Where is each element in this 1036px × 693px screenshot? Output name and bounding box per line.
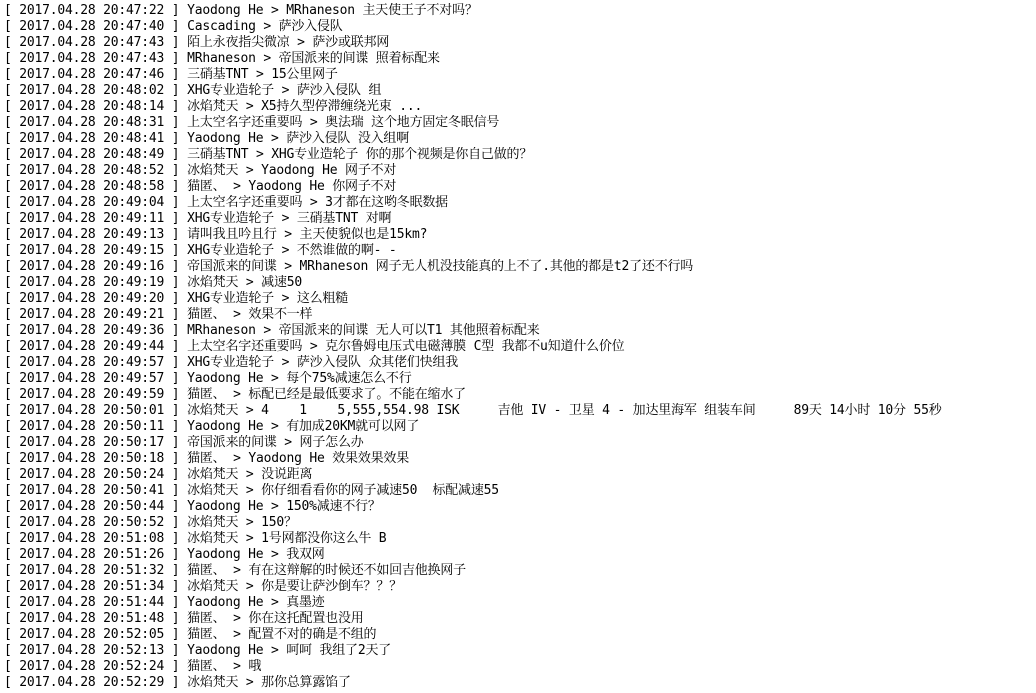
- log-line: [4, 627, 1034, 643]
- timestamp: [ 2017.04.28 20:51:26 ]: [4, 547, 180, 562]
- timestamp: [ 2017.04.28 20:51:34 ]: [4, 579, 180, 594]
- log-line: [4, 163, 1034, 179]
- log-line: [4, 307, 1034, 323]
- message-text: 猫匿、 > 效果不一样: [187, 307, 313, 322]
- log-line: [4, 643, 1034, 659]
- log-line: [4, 547, 1034, 563]
- message-text: 上太空名字还重要吗 > 3才都在这哟冬眠数据: [187, 195, 448, 210]
- message-text: Yaodong He > 每个75%减速怎么不行: [187, 371, 412, 386]
- message-text: Yaodong He > 我双网: [187, 547, 325, 562]
- log-line: [4, 563, 1034, 579]
- message-text: 冰焰梵天 > 那你总算露馅了: [187, 675, 351, 690]
- message-text: 冰焰梵天 > 1号网都没你这么牛 B: [187, 531, 387, 546]
- timestamp: [ 2017.04.28 20:50:44 ]: [4, 499, 180, 514]
- message-text: MRhaneson > 帝国派来的间谍 照着标配来: [187, 51, 440, 66]
- message-text: 猫匿、 > 标配已经是最低要求了。不能在缩水了: [187, 387, 466, 402]
- message-text: 猫匿、 > 哦: [187, 659, 262, 674]
- log-line: [4, 467, 1034, 483]
- timestamp: [ 2017.04.28 20:49:15 ]: [4, 243, 180, 258]
- message-text: 冰焰梵天 > 150？: [187, 515, 297, 530]
- timestamp: [ 2017.04.28 20:51:32 ]: [4, 563, 180, 578]
- log-line: [4, 595, 1034, 611]
- message-text: 陌上永夜指尖微凉 > 萨沙或联邦网: [187, 35, 390, 50]
- timestamp: [ 2017.04.28 20:49:16 ]: [4, 259, 180, 274]
- log-line: [4, 371, 1034, 387]
- message-text: XHG专业造轮子 > 萨沙入侵队 组: [187, 83, 382, 98]
- message-text: MRhaneson > 帝国派来的间谍 无人可以T1 其他照着标配来: [187, 323, 540, 338]
- message-text: Yaodong He > 150%减速不行？: [187, 499, 381, 514]
- timestamp: [ 2017.04.28 20:49:20 ]: [4, 291, 180, 306]
- log-line: [4, 387, 1034, 403]
- log-line: [4, 83, 1034, 99]
- message-text: 上太空名字还重要吗 > 奥法瑞 这个地方固定冬眠信号: [187, 115, 500, 130]
- log-line: [4, 435, 1034, 451]
- message-text: XHG专业造轮子 > 这么粗糙: [187, 291, 349, 306]
- timestamp: [ 2017.04.28 20:49:11 ]: [4, 211, 180, 226]
- timestamp: [ 2017.04.28 20:49:19 ]: [4, 275, 180, 290]
- timestamp: [ 2017.04.28 20:49:36 ]: [4, 323, 180, 338]
- message-text: Yaodong He > 萨沙入侵队 没入组啊: [187, 131, 410, 146]
- timestamp: [ 2017.04.28 20:49:44 ]: [4, 339, 180, 354]
- message-text: 帝国派来的间谍 > 网子怎么办: [187, 435, 364, 450]
- log-line: [4, 531, 1034, 547]
- log-line: [4, 419, 1034, 435]
- log-line: [4, 131, 1034, 147]
- timestamp: [ 2017.04.28 20:47:43 ]: [4, 51, 180, 66]
- log-line: [4, 323, 1034, 339]
- timestamp: [ 2017.04.28 20:50:01 ]: [4, 403, 180, 418]
- message-text: 冰焰梵天 > X5持久型停滞缠绕光束 ...: [187, 99, 423, 114]
- timestamp: [ 2017.04.28 20:48:02 ]: [4, 83, 180, 98]
- message-text: Yaodong He > 呵呵 我组了2天了: [187, 643, 392, 658]
- timestamp: [ 2017.04.28 20:49:59 ]: [4, 387, 180, 402]
- message-text: 冰焰梵天 > 4 1 5,555,554.98 ISK 吉他 IV - 卫星 4 - 加达里海军 组装车间 89天 14小时 10分 55秒: [187, 403, 942, 418]
- log-line: [4, 147, 1034, 163]
- timestamp: [ 2017.04.28 20:50:18 ]: [4, 451, 180, 466]
- log-line: [4, 675, 1034, 691]
- log-line: [4, 51, 1034, 67]
- timestamp: [ 2017.04.28 20:47:22 ]: [4, 3, 180, 18]
- message-text: Yaodong He > MRhaneson 主天使王子不对吗？: [187, 3, 478, 18]
- timestamp: [ 2017.04.28 20:47:43 ]: [4, 35, 180, 50]
- timestamp: [ 2017.04.28 20:50:11 ]: [4, 419, 180, 434]
- timestamp: [ 2017.04.28 20:49:13 ]: [4, 227, 180, 242]
- timestamp: [ 2017.04.28 20:52:05 ]: [4, 627, 180, 642]
- log-line: [4, 611, 1034, 627]
- message-text: 三硝基TNT > 15公里网子: [187, 67, 338, 82]
- message-text: 三硝基TNT > XHG专业造轮子 你的那个视频是你自己做的？: [187, 147, 533, 162]
- log-line: [4, 195, 1034, 211]
- message-text: XHG专业造轮子 > 萨沙入侵队 众其佬们快组我: [187, 355, 459, 370]
- message-text: 猫匿、 > 你在这托配置也没用: [187, 611, 364, 626]
- log-line: [4, 275, 1034, 291]
- log-line: [4, 67, 1034, 83]
- timestamp: [ 2017.04.28 20:49:57 ]: [4, 355, 180, 370]
- message-text: 冰焰梵天 > Yaodong He 网子不对: [187, 163, 397, 178]
- timestamp: [ 2017.04.28 20:50:17 ]: [4, 435, 180, 450]
- message-text: Cascading > 萨沙入侵队: [187, 19, 343, 34]
- message-text: 冰焰梵天 > 你是要让萨沙倒车？？？: [187, 579, 402, 594]
- message-text: 上太空名字还重要吗 > 克尔鲁姆电压式电磁薄膜 C型 我都不u知道什么价位: [187, 339, 625, 354]
- timestamp: [ 2017.04.28 20:48:58 ]: [4, 179, 180, 194]
- log-line: [4, 403, 1034, 419]
- message-text: Yaodong He > 有加成20KM就可以网了: [187, 419, 420, 434]
- log-line: [4, 3, 1034, 19]
- log-line: [4, 243, 1034, 259]
- message-text: 冰焰梵天 > 没说距离: [187, 467, 313, 482]
- message-text: Yaodong He > 真墨迹: [187, 595, 325, 610]
- message-text: 猫匿、 > 有在这辩解的时候还不如回吉他换网子: [187, 563, 466, 578]
- timestamp: [ 2017.04.28 20:48:14 ]: [4, 99, 180, 114]
- timestamp: [ 2017.04.28 20:51:44 ]: [4, 595, 180, 610]
- message-text: 帝国派来的间谍 > MRhaneson 网子无人机没技能真的上不了.其他的都是t2了还不行吗: [187, 259, 694, 274]
- timestamp: [ 2017.04.28 20:48:31 ]: [4, 115, 180, 130]
- timestamp: [ 2017.04.28 20:50:24 ]: [4, 467, 180, 482]
- message-text: 猫匿、 > Yaodong He 效果效果效果: [187, 451, 410, 466]
- timestamp: [ 2017.04.28 20:49:21 ]: [4, 307, 180, 322]
- log-line: [4, 35, 1034, 51]
- timestamp: [ 2017.04.28 20:49:04 ]: [4, 195, 180, 210]
- log-line: [4, 499, 1034, 515]
- timestamp: [ 2017.04.28 20:48:41 ]: [4, 131, 180, 146]
- chat-log: [4, 3, 1034, 691]
- timestamp: [ 2017.04.28 20:51:08 ]: [4, 531, 180, 546]
- message-text: 猫匿、 > 配置不对的确是不组的: [187, 627, 377, 642]
- message-text: 冰焰梵天 > 减速50: [187, 275, 302, 290]
- log-line: [4, 179, 1034, 195]
- timestamp: [ 2017.04.28 20:52:24 ]: [4, 659, 180, 674]
- log-line: [4, 19, 1034, 35]
- log-line: [4, 515, 1034, 531]
- timestamp: [ 2017.04.28 20:50:52 ]: [4, 515, 180, 530]
- message-text: 请叫我且吟且行 > 主天使貌似也是15km?: [187, 227, 428, 242]
- log-line: [4, 355, 1034, 371]
- log-line: [4, 211, 1034, 227]
- message-text: XHG专业造轮子 > 不然谁做的啊- -: [187, 243, 397, 258]
- timestamp: [ 2017.04.28 20:48:52 ]: [4, 163, 180, 178]
- message-text: 冰焰梵天 > 你仔细看看你的网子减速50 标配减速55: [187, 483, 499, 498]
- timestamp: [ 2017.04.28 20:48:49 ]: [4, 147, 180, 162]
- log-line: [4, 99, 1034, 115]
- timestamp: [ 2017.04.28 20:47:40 ]: [4, 19, 180, 34]
- timestamp: [ 2017.04.28 20:51:48 ]: [4, 611, 180, 626]
- log-line: [4, 115, 1034, 131]
- log-line: [4, 339, 1034, 355]
- timestamp: [ 2017.04.28 20:47:46 ]: [4, 67, 180, 82]
- log-line: [4, 291, 1034, 307]
- timestamp: [ 2017.04.28 20:52:29 ]: [4, 675, 180, 690]
- log-line: [4, 227, 1034, 243]
- log-line: [4, 259, 1034, 275]
- log-line: [4, 483, 1034, 499]
- message-text: XHG专业造轮子 > 三硝基TNT 对啊: [187, 211, 392, 226]
- timestamp: [ 2017.04.28 20:49:57 ]: [4, 371, 180, 386]
- log-line: [4, 579, 1034, 595]
- timestamp: [ 2017.04.28 20:50:41 ]: [4, 483, 180, 498]
- log-line: [4, 659, 1034, 675]
- timestamp: [ 2017.04.28 20:52:13 ]: [4, 643, 180, 658]
- message-text: 猫匿、 > Yaodong He 你网子不对: [187, 179, 397, 194]
- log-line: [4, 451, 1034, 467]
